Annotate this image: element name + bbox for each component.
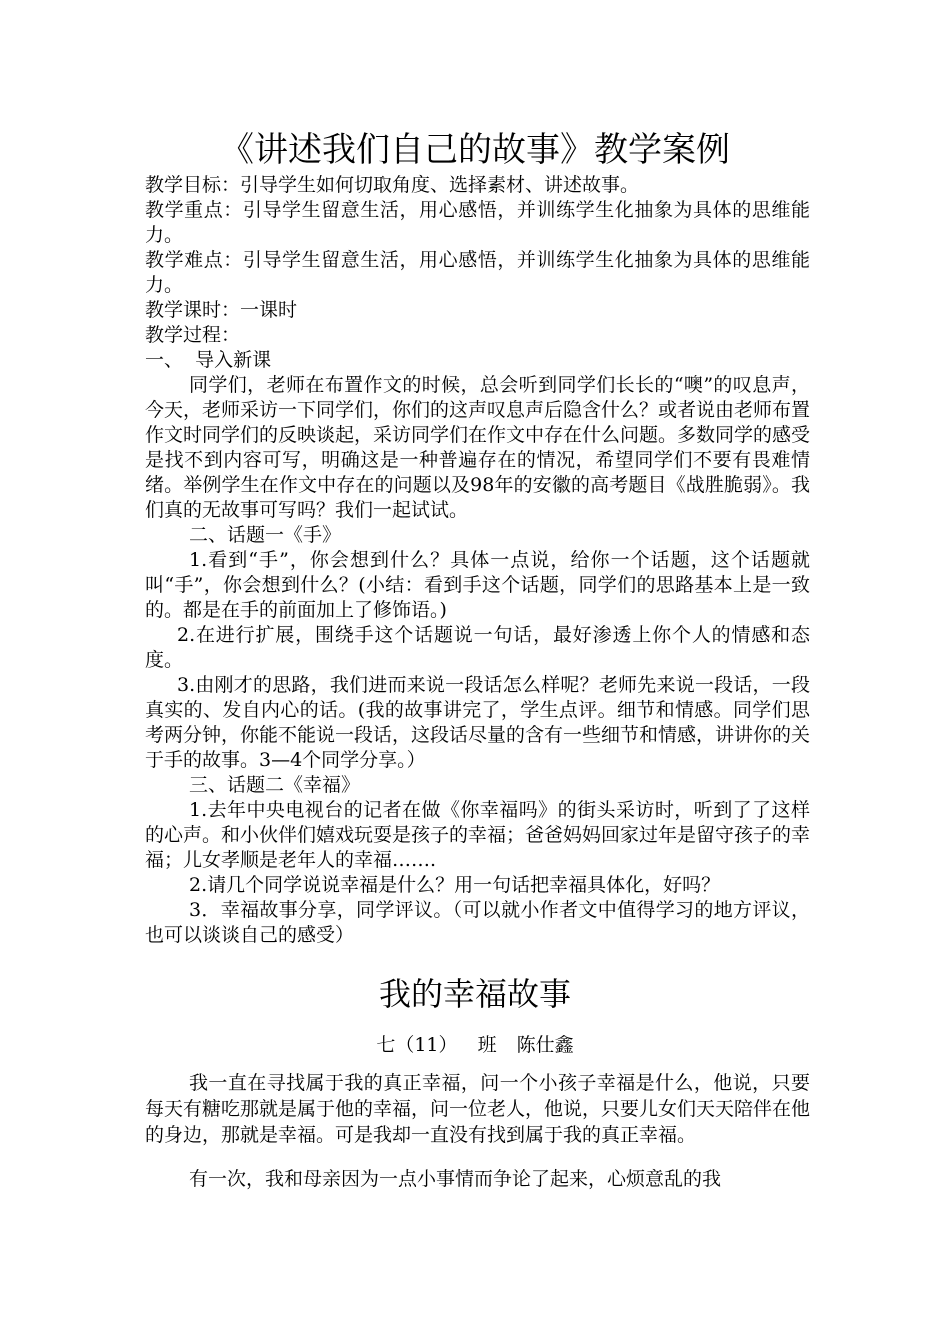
lesson-hours-line: 教学课时：一课时 [145,299,298,321]
process-line: 教学过程： [145,324,241,346]
story-title: 我的幸福故事 [378,975,571,1013]
document-title: 《讲述我们自己的故事》教学案例 [220,130,730,170]
story-paragraph-2: 有一次，我和母亲因为一点小事情而争论了起来，心烦意乱的我 [189,1168,722,1190]
intro-paragraph: 同学们，老师在布置作文的时候，总会听到同学们长长的“噢”的叹息声，今天，老师采访一下同学们，你们的这声叹息声后隐含什么？或者说由老师布置作文时同学们的反映谈起，采访同学们在作文中存在什么问题。多数同学的感受是找不到内容可写，明确这是一种普遍存在的情况，希望同学们不要有畏难情绪。举例学生在作文中存在的问题以及98年的安徽的高考题目《战胜脆弱》。我们真的无故事可写吗？我们一起试试。 [145,374,811,521]
difficulty-line: 教学难点：引导学生留意生活，用心感悟，并训练学生化抽象为具体的思维能力。 [145,249,810,296]
topic2-item-1: 1.去年中央电视台的记者在做《你幸福吗》的街头采访时，听到了了这样的心声。和小伙伴们嬉戏玩耍是孩子的幸福；爸爸妈妈回家过年是留守孩子的幸福；儿女孝顺是老年人的幸福……. [145,799,811,871]
section-one-heading: 一、 导入新课 [145,349,272,371]
topic1-heading: 二、话题一《手》 [189,524,342,546]
objective-line: 教学目标：引导学生如何切取角度、选择素材、讲述故事。 [145,174,640,196]
lesson-body [145,173,810,948]
topic1-item-3: 3.由刚才的思路，我们进而来说一段话怎么样呢？老师先来说一段话，一段真实的、发自内心的话。(我的故事讲完了，学生点评。细节和情感。同学们思考两分钟，你能不能说一段话，这段话尽量的含有一些细节和情感，讲讲你的关于手的故事。3—4个同学分享。） [145,674,811,771]
topic1-item-1: 1.看到“手”，你会想到什么？具体一点说，给你一个话题，这个话题就叫“手”，你会想到什么？(小结：看到手这个话题，同学们的思路基本上是一致的。都是在手的前面加上了修饰语。) [145,549,810,621]
topic2-item-2: 2.请几个同学说说幸福是什么？用一句话把幸福具体化，好吗？ [189,874,721,896]
topic2-item-3: 3．幸福故事分享，同学评议。（可以就小作者文中值得学习的地方评议，也可以谈谈自己的感受） [145,899,810,946]
topic2-heading: 三、话题二《幸福》 [189,774,361,796]
story-body [145,1070,810,1210]
key-point-line: 教学重点：引导学生留意生活，用心感悟，并训练学生化抽象为具体的思维能力。 [145,199,810,246]
story-byline: 七（11） 班 陈仕鑫 [376,1034,574,1056]
story-paragraph-1: 我一直在寻找属于我的真正幸福，问一个小孩子幸福是什么，他说，只要每天有糖吃那就是属于他的幸福，问一位老人，他说，只要儿女们天天陪伴在他的身边，那就是幸福。可是我却一直没有找到属于我的真正幸福。 [145,1072,811,1146]
topic1-item-2: 2.在进行扩展，围绕手这个话题说一句话，最好渗透上你个人的情感和态度。 [145,624,810,671]
